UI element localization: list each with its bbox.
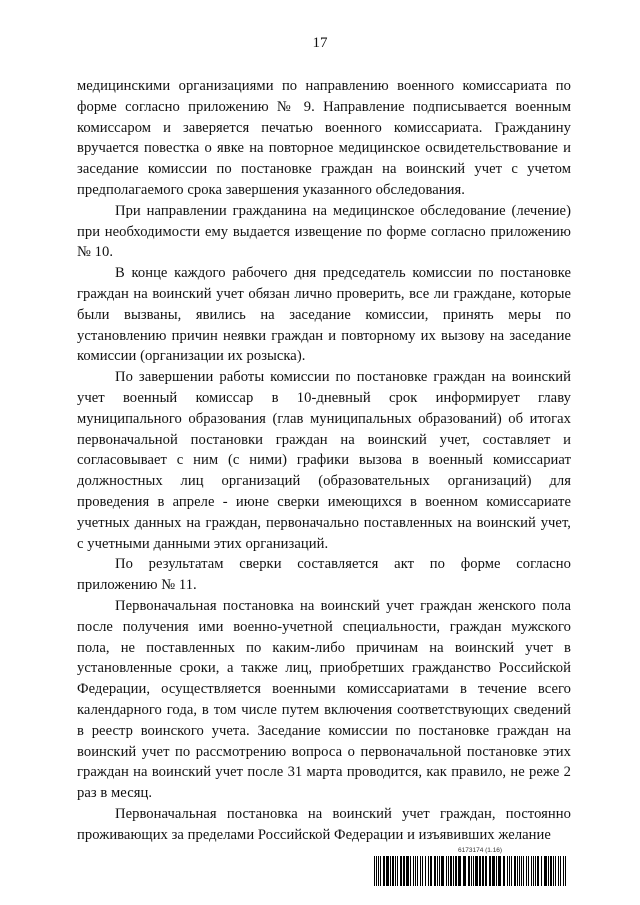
page-number: 17 (312, 35, 328, 51)
paragraph: По результатам сверки составляется акт по форме согласно приложению № 11. (77, 556, 571, 594)
paragraph: медицинскими организациями по направлению военного комиссариата по форме согласно приложению № 9. Направление подписывается военным комиссаром и заверяется печатью военного комиссариата. Гражданину вручается повестка о явке на повторное медицинское освидетельствование и заседание комиссии по постановке граждан на воинский учет с учетом предполагаемого срока завершения указанного обследования. (77, 78, 571, 198)
barcode-icon (374, 856, 570, 886)
document-code: 6173174 (1.16) (458, 847, 503, 854)
paragraph: Первоначальная постановка на воинский учет граждан, постоянно проживающих за пределами Российской Федерации и изъявивших желание (77, 805, 571, 843)
paragraph: В конце каждого рабочего дня председатель комиссии по постановке граждан на воинский учет обязан лично проверить, все ли граждане, которые были вызваны, явились на заседание комиссии, принять меры по установлению причин неявки граждан и повторному их вызову на заседание комиссии (организации их розыска). (77, 265, 571, 365)
body-text (77, 76, 571, 845)
paragraph: По завершении работы комиссии по постановке граждан на воинский учет военный комиссар в 10-дневный срок информирует главу муниципального образования (глав муниципальных образований) об итогах первоначальной постановки граждан на воинский учет, составляет и согласовывает с ним (с ними) графики вызова в военный комиссариат должностных лиц организаций (образовательных организаций) для проведения в апреле - июне сверки имеющихся в военном комиссариате учетных данных на граждан, первоначально поставленных на воинский учет, с учетными данными этих организаций. (77, 369, 571, 552)
paragraph: При направлении гражданина на медицинское обследование (лечение) при необходимости ему выдается извещение по форме согласно приложению № 10. (77, 202, 571, 261)
paragraph: Первоначальная постановка на воинский учет граждан женского пола после получения ими военно-учетной специальности, граждан мужского пола, не поставленных по каким-либо причинам на воинский учет в установленные сроки, а также лиц, приобретших гражданство Российской Федерации, осуществляется военными комиссариатами в течение всего календарного года, в том числе путем включения соответствующих сведений в реестр воинского учета. Заседание комиссии по постановке граждан на воинский учет по рассмотрению вопроса о первоначальной постановке этих граждан на воинский учет после 31 марта проводится, как правило, не реже 2 раз в месяц. (77, 597, 571, 802)
